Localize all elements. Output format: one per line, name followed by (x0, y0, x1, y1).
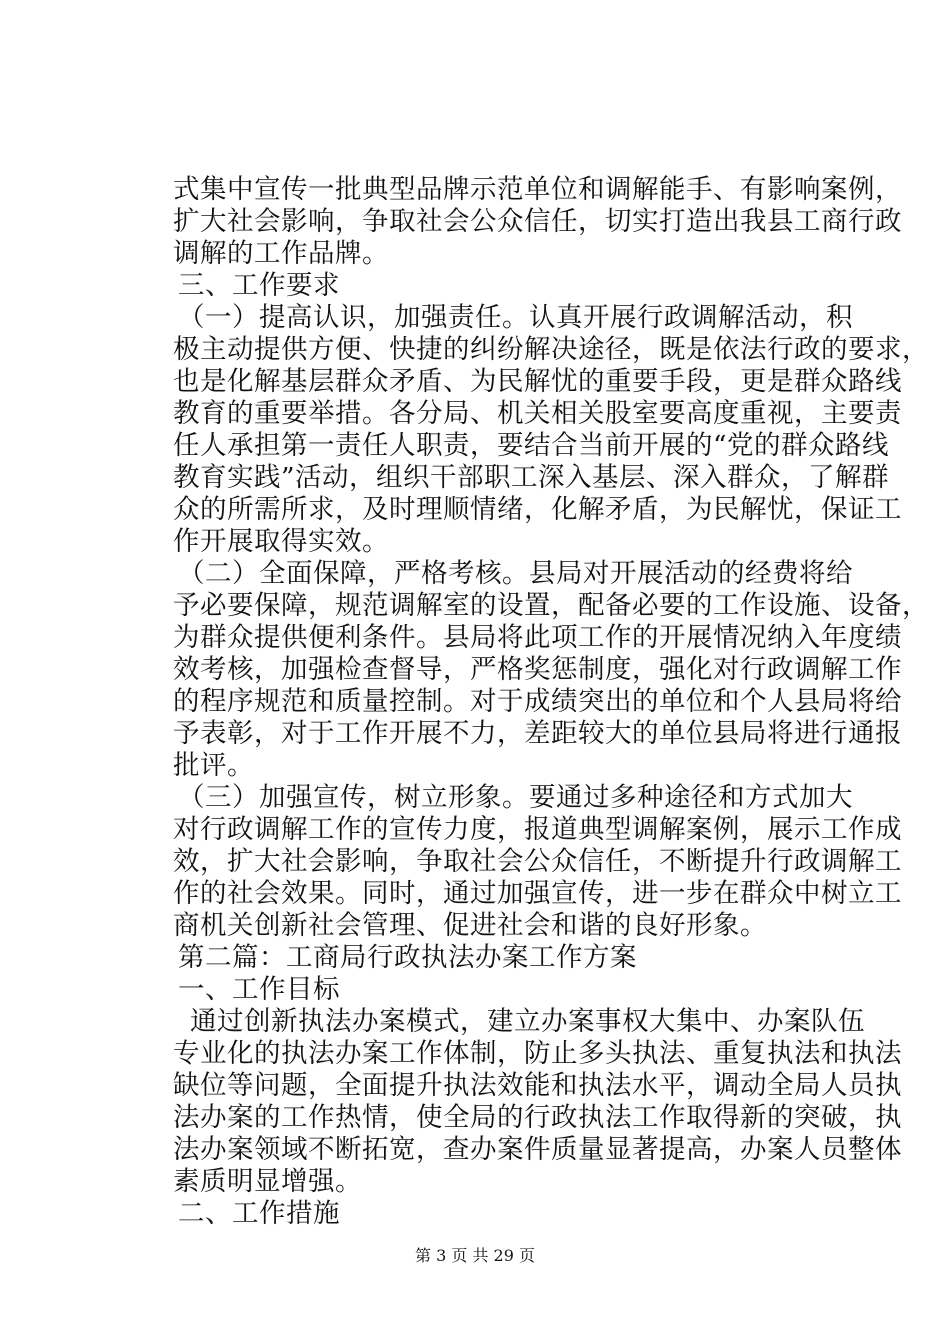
body-text-line: （三）加强宣传，树立形象。要通过多种途径和方式加大 (178, 782, 853, 813)
body-text-line: 缺位等问题，全面提升执法效能和执法水平，调动全局人员执 (173, 1070, 902, 1101)
body-text-line: 式集中宣传一批典型品牌示范单位和调解能手、有影响案例， (173, 174, 902, 205)
body-text-line: 通过创新执法办案模式，建立办案事权大集中、办案队伍 (190, 1006, 865, 1037)
body-text-line: 教育的重要举措。各分局、机关相关股室要高度重视，主要责 (173, 398, 902, 429)
body-text-line: 批评。 (173, 750, 254, 781)
body-text-line: 效考核，加强检查督导，严格奖惩制度，强化对行政调解工作 (173, 654, 902, 685)
body-text-line: （一）提高认识，加强责任。认真开展行政调解活动，积 (178, 302, 853, 333)
body-text-line: 商机关创新社会管理、促进社会和谐的良好形象。 (173, 910, 767, 941)
body-text-line: 也是化解基层群众矛盾、为民解忧的重要手段，更是群众路线 (173, 366, 902, 397)
body-text-line: 扩大社会影响，争取社会公众信任，切实打造出我县工商行政 (173, 206, 902, 237)
body-text-line: 为群众提供便利条件。县局将此项工作的开展情况纳入年度绩 (173, 622, 902, 653)
body-text-line: 效，扩大社会影响，争取社会公众信任，不断提升行政调解工 (173, 846, 902, 877)
body-text-line: （二）全面保障，严格考核。县局对开展活动的经费将给 (178, 558, 853, 589)
body-text-line: 调解的工作品牌。 (173, 238, 389, 269)
body-text-line: 极主动提供方便、快捷的纠纷解决途径，既是依法行政的要求， (173, 334, 929, 365)
section-heading: 三、工作要求 (178, 270, 340, 301)
section-heading: 二、工作措施 (178, 1198, 340, 1229)
body-text-line: 予必要保障，规范调解室的设置，配备必要的工作设施、设备， (173, 590, 929, 621)
section-heading: 一、工作目标 (178, 974, 340, 1005)
body-text-line: 教育实践”活动，组织干部职工深入基层、深入群众，了解群 (173, 462, 890, 493)
body-text-line: 对行政调解工作的宣传力度，报道典型调解案例，展示工作成 (173, 814, 902, 845)
body-text-line: 法办案领域不断拓宽，查办案件质量显著提高，办案人员整体 (173, 1134, 902, 1165)
body-text-line: 素质明显增强。 (173, 1166, 362, 1197)
chapter-heading: 第二篇：工商局行政执法办案工作方案 (178, 942, 637, 973)
body-text-line: 法办案的工作热情，使全局的行政执法工作取得新的突破，执 (173, 1102, 902, 1133)
page-number-footer: 第 3 页 共 29 页 (415, 1246, 535, 1265)
body-text-line: 予表彰，对于工作开展不力，差距较大的单位县局将进行通报 (173, 718, 902, 749)
body-text-line: 的程序规范和质量控制。对于成绩突出的单位和个人县局将给 (173, 686, 902, 717)
body-text-line: 作的社会效果。同时，通过加强宣传，进一步在群众中树立工 (173, 878, 902, 909)
body-text-line: 众的所需所求，及时理顺情绪，化解矛盾，为民解忧，保证工 (173, 494, 902, 525)
body-text-line: 任人承担第一责任人职责，要结合当前开展的“党的群众路线 (173, 430, 890, 461)
body-text-line: 专业化的执法办案工作体制，防止多头执法、重复执法和执法 (173, 1038, 902, 1069)
body-text-line: 作开展取得实效。 (173, 526, 389, 557)
